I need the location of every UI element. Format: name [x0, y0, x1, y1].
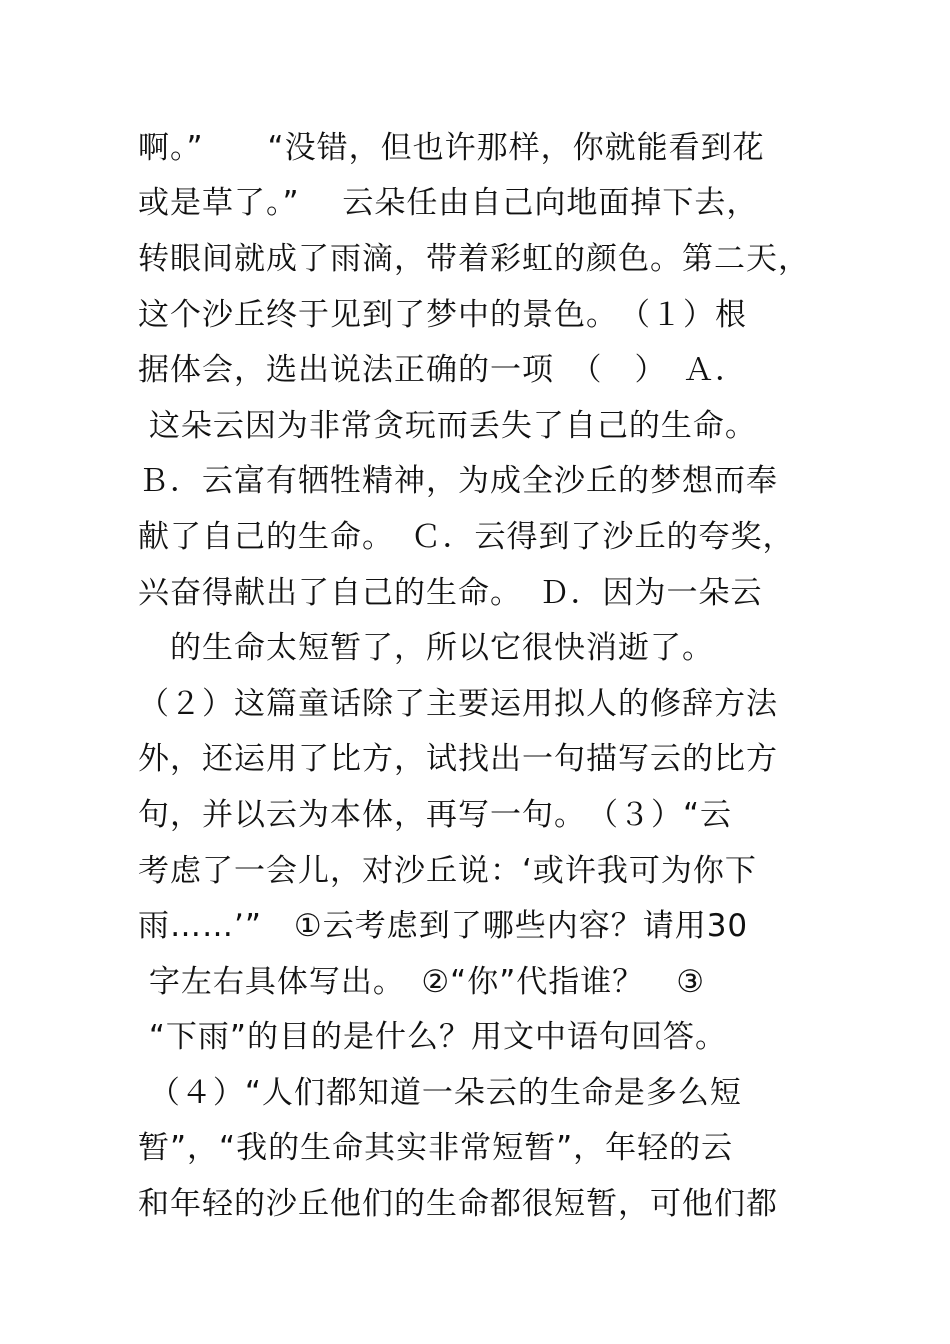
text-line: 暂”，“我的生命其实非常短暂”，年轻的云: [138, 1130, 734, 1166]
text-line: 字左右具体写出。 ②“你”代指谁？ ③: [138, 964, 706, 1000]
text-line: 据体会，选出说法正确的一项 （ ） Ａ．: [138, 352, 747, 388]
text-line: “下雨”的目的是什么？用文中语句回答。: [138, 1019, 727, 1055]
text-line: 啊。” “没错，但也许那样，你就能看到花: [138, 130, 765, 166]
text-line: 转眼间就成了雨滴，带着彩虹的颜色。第二天，: [138, 241, 810, 277]
text-line: 或是草了。” 云朵任由自己向地面掉下去，: [138, 185, 759, 221]
text-line: （４）“人们都知道一朵云的生命是多么短: [138, 1075, 742, 1111]
text-line: 这朵云因为非常贪玩而丢失了自己的生命。: [138, 408, 757, 444]
text-line: 和年轻的沙丘他们的生命都很短暂，可他们都: [138, 1186, 778, 1222]
text-line: 兴奋得献出了自己的生命。 Ｄ．因为一朵云: [138, 575, 763, 611]
text-line: 考虑了一会儿，对沙丘说：‘或许我可为你下: [138, 853, 757, 889]
text-line: 这个沙丘终于见到了梦中的景色。 （１）根: [138, 297, 747, 333]
text-line: 献了自己的生命。 Ｃ．云得到了沙丘的夸奖，: [138, 519, 795, 555]
text-line: 的生命太短暂了，所以它很快消逝了。: [138, 630, 714, 666]
text-line: 句，并以云为本体，再写一句。 （３）“云: [138, 797, 733, 833]
text-line: Ｂ．云富有牺牲精神，为成全沙丘的梦想而奉: [138, 463, 778, 499]
text-line: 外，还运用了比方，试找出一句描写云的比方: [138, 741, 778, 777]
text-line: 雨……’” ①云考虑到了哪些内容？请用30: [138, 908, 749, 944]
text-line: （２）这篇童话除了主要运用拟人的修辞方法: [138, 686, 778, 722]
